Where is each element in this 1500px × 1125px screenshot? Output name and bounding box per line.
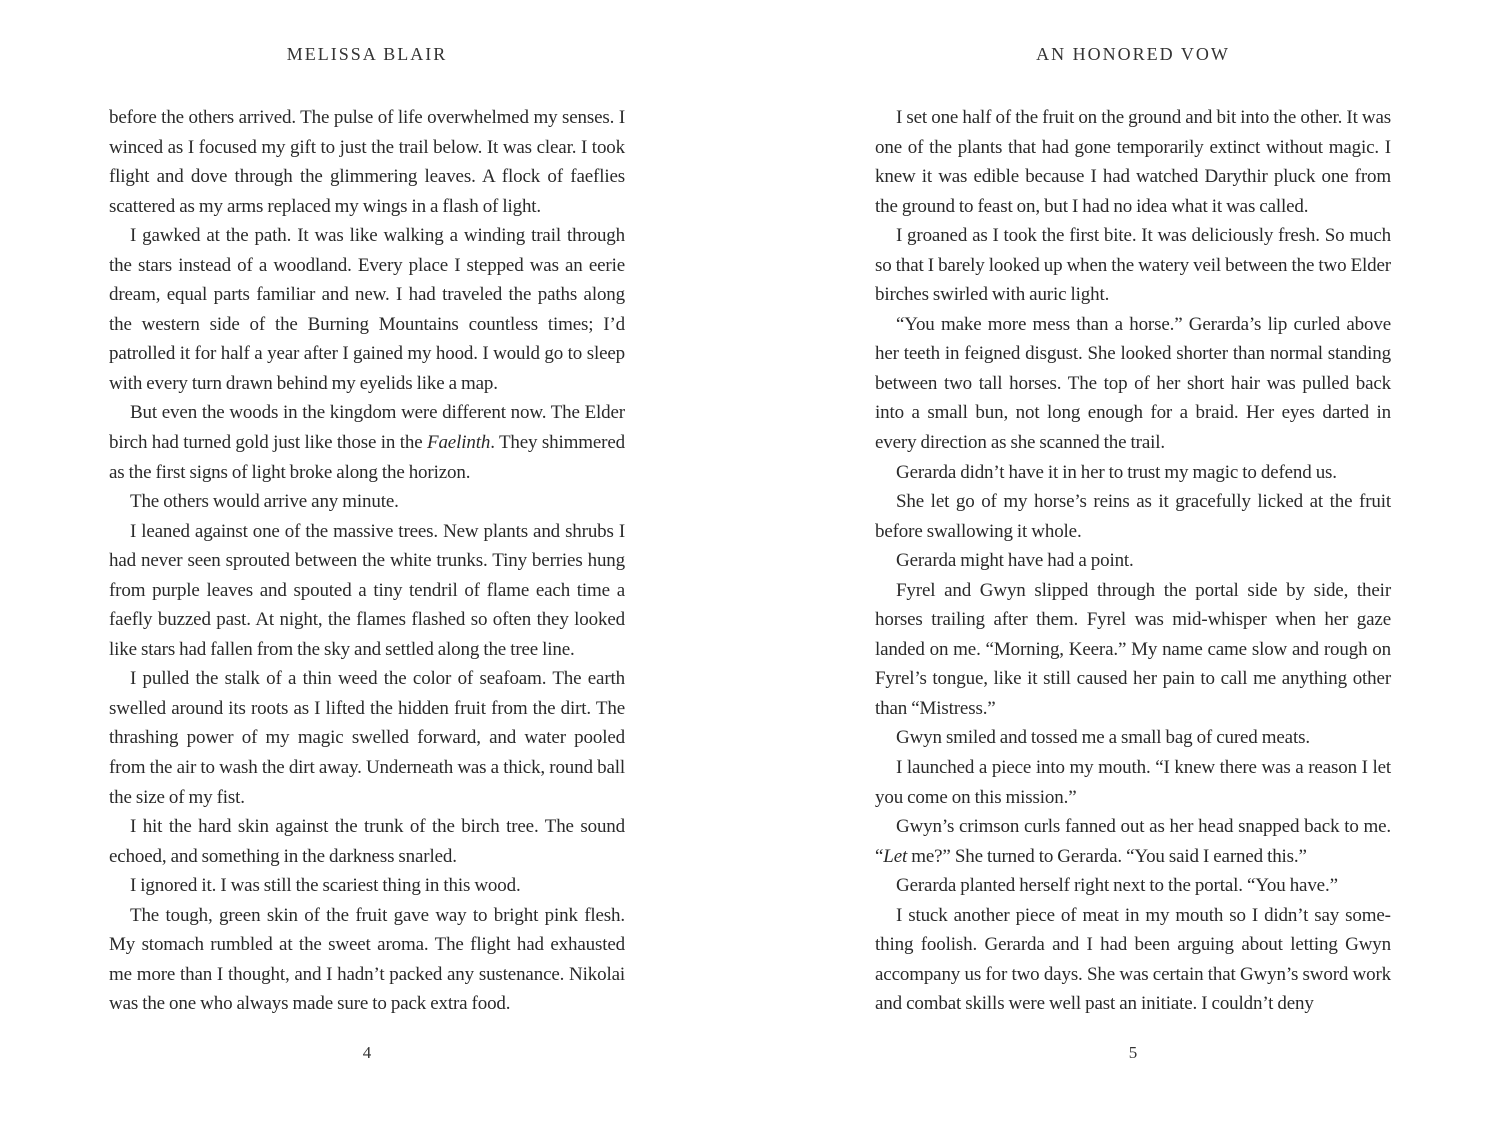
left-page-number: 4 xyxy=(362,1043,372,1062)
paragraph xyxy=(875,310,1391,458)
paragraph xyxy=(875,546,1391,576)
text-run: The tough, green skin of the fruit gave way to bright pink flesh. My stomach rumbled at the sweet aroma. The flight had exhausted me more than I thought, and I hadn’t packed any sustenance. Nikolai was the one who always made sure to pack extra food. xyxy=(109,904,625,1015)
text-run: I pulled the stalk of a thin weed the color of seafoam. The earth swelled around its roots as I lifted the hidden fruit from the dirt. The thrashing power of my magic swelled forward, and water pooled from the air to wash the dirt away. Underneath was a thick, round ball the size of my fist. xyxy=(109,668,625,808)
text-run: me?” She turned to Gerarda. “You said I earned this.” xyxy=(907,845,1307,867)
paragraph xyxy=(109,103,625,221)
text-run: before the others arrived. The pulse of life overwhelmed my senses. I winced as I focused my gift to just the trail below. It was clear. I took flight and dove through the glimmering leaves. A flock of faeflies scattered as my arms replaced my wings in a flash of light. xyxy=(109,107,625,217)
text-run: . They shimmered as the first signs of light broke along the horizon. xyxy=(109,432,625,483)
paragraph xyxy=(875,103,1391,221)
paragraph xyxy=(875,812,1391,871)
text-run: Gwyn’s crimson curls fanned out as her head snapped back to me. “ xyxy=(875,816,1391,867)
paragraph xyxy=(875,458,1391,488)
right-page xyxy=(875,0,1391,1125)
text-run: I leaned against one of the massive trees. New plants and shrubs I had never seen sprouted between the white trunks. Tiny berries hung from purple leaves and spouted a tiny tendril of flame each time a faefly buzzed past. At night, the flames flashed so often they looked like stars had fallen from the sky and settled along the tree line. xyxy=(109,520,625,660)
paragraph xyxy=(109,901,625,1019)
text-run: Gerarda planted herself right next to the portal. “You have.” xyxy=(896,875,1338,897)
paragraph xyxy=(875,901,1391,1019)
paragraph xyxy=(875,576,1391,724)
paragraph xyxy=(875,487,1391,546)
text-run: I stuck another piece of meat in my mouth so I didn’t say something foolish. Gerarda and I had been arguing about letting Gwyn accompany us for two days. She was certain that Gwyn’s sword work and combat skills were well past an initiate. I couldn’t deny xyxy=(875,904,1391,1015)
text-run: “You make more mess than a horse.” Gerarda’s lip curled above her teeth in feigned disgust. She looked shorter than normal standing between two tall horses. The top of her short hair was pulled back into a small bun, not long enough for a braid. Her eyes darted in every direction as she scanned the trail. xyxy=(875,313,1391,454)
paragraph xyxy=(875,753,1391,812)
text-run: She let go of my horse’s reins as it gracefully licked at the fruit before swallowing it whole. xyxy=(875,491,1391,542)
italic-text: Let xyxy=(883,845,908,867)
text-run: Gerarda didn’t have it in her to trust my magic to defend us. xyxy=(896,461,1337,483)
text-run: I ignored it. I was still the scariest thing in this wood. xyxy=(130,875,521,897)
text-run: I launched a piece into my mouth. “I knew there was a reason I let you come on this mission.” xyxy=(875,757,1391,808)
text-run: I groaned as I took the first bite. It was deliciously fresh. So much so that I barely looked up when the watery veil between the two Elder birches swirled with auric light. xyxy=(875,225,1391,306)
paragraph xyxy=(109,871,625,901)
left-page-body xyxy=(109,103,625,1019)
text-run: Gwyn smiled and tossed me a small bag of cured meats. xyxy=(896,727,1310,749)
paragraph xyxy=(109,664,625,812)
left-page xyxy=(109,0,625,1125)
paragraph xyxy=(109,221,625,398)
italic-text: Faelinth xyxy=(427,432,491,454)
text-run: I set one half of the fruit on the ground and bit into the other. It was one of the plants that had gone temporarily extinct without magic. I knew it was edible because I had watched Darythir pluck one from the ground to feast on, but I had no idea what it was called. xyxy=(875,107,1391,217)
paragraph xyxy=(875,871,1391,901)
title-running-head: AN HONORED VOW xyxy=(1036,44,1230,64)
text-run: The others would arrive any minute. xyxy=(130,491,399,513)
author-running-head: MELISSA BLAIR xyxy=(286,44,448,64)
text-run: I gawked at the path. It was like walking a winding trail through the stars instead of a woodland. Every place I stepped was an eerie dream, equal parts familiar and new. I had traveled the paths along the western side of the Burning Mountains countless times; I’d patrolled it for half a year after I gained my hood. I would go to sleep with every turn drawn behind my eyelids like a map. xyxy=(109,225,625,394)
paragraph xyxy=(875,723,1391,753)
text-run: But even the woods in the kingdom were different now. The Elder birch had turned gold just like those in the xyxy=(109,402,625,454)
text-run: Gerarda might have had a point. xyxy=(896,550,1134,572)
paragraph xyxy=(109,398,625,487)
text-run: Fyrel and Gwyn slipped through the portal side by side, their horses trailing after them. Fyrel was mid-whisper when her gaze landed on me. “Morning, Keera.” My name came slow and rough on Fyrel’s tongue, like it still caused her pain to call me anything other than “Mistress.” xyxy=(875,579,1391,719)
paragraph xyxy=(875,221,1391,310)
right-page-body xyxy=(875,103,1391,1019)
paragraph xyxy=(109,517,625,665)
paragraph xyxy=(109,487,625,517)
text-run: I hit the hard skin against the trunk of the birch tree. The sound echoed, and something in the darkness snarled. xyxy=(109,816,625,867)
paragraph xyxy=(109,812,625,871)
right-page-number: 5 xyxy=(1128,1043,1138,1062)
